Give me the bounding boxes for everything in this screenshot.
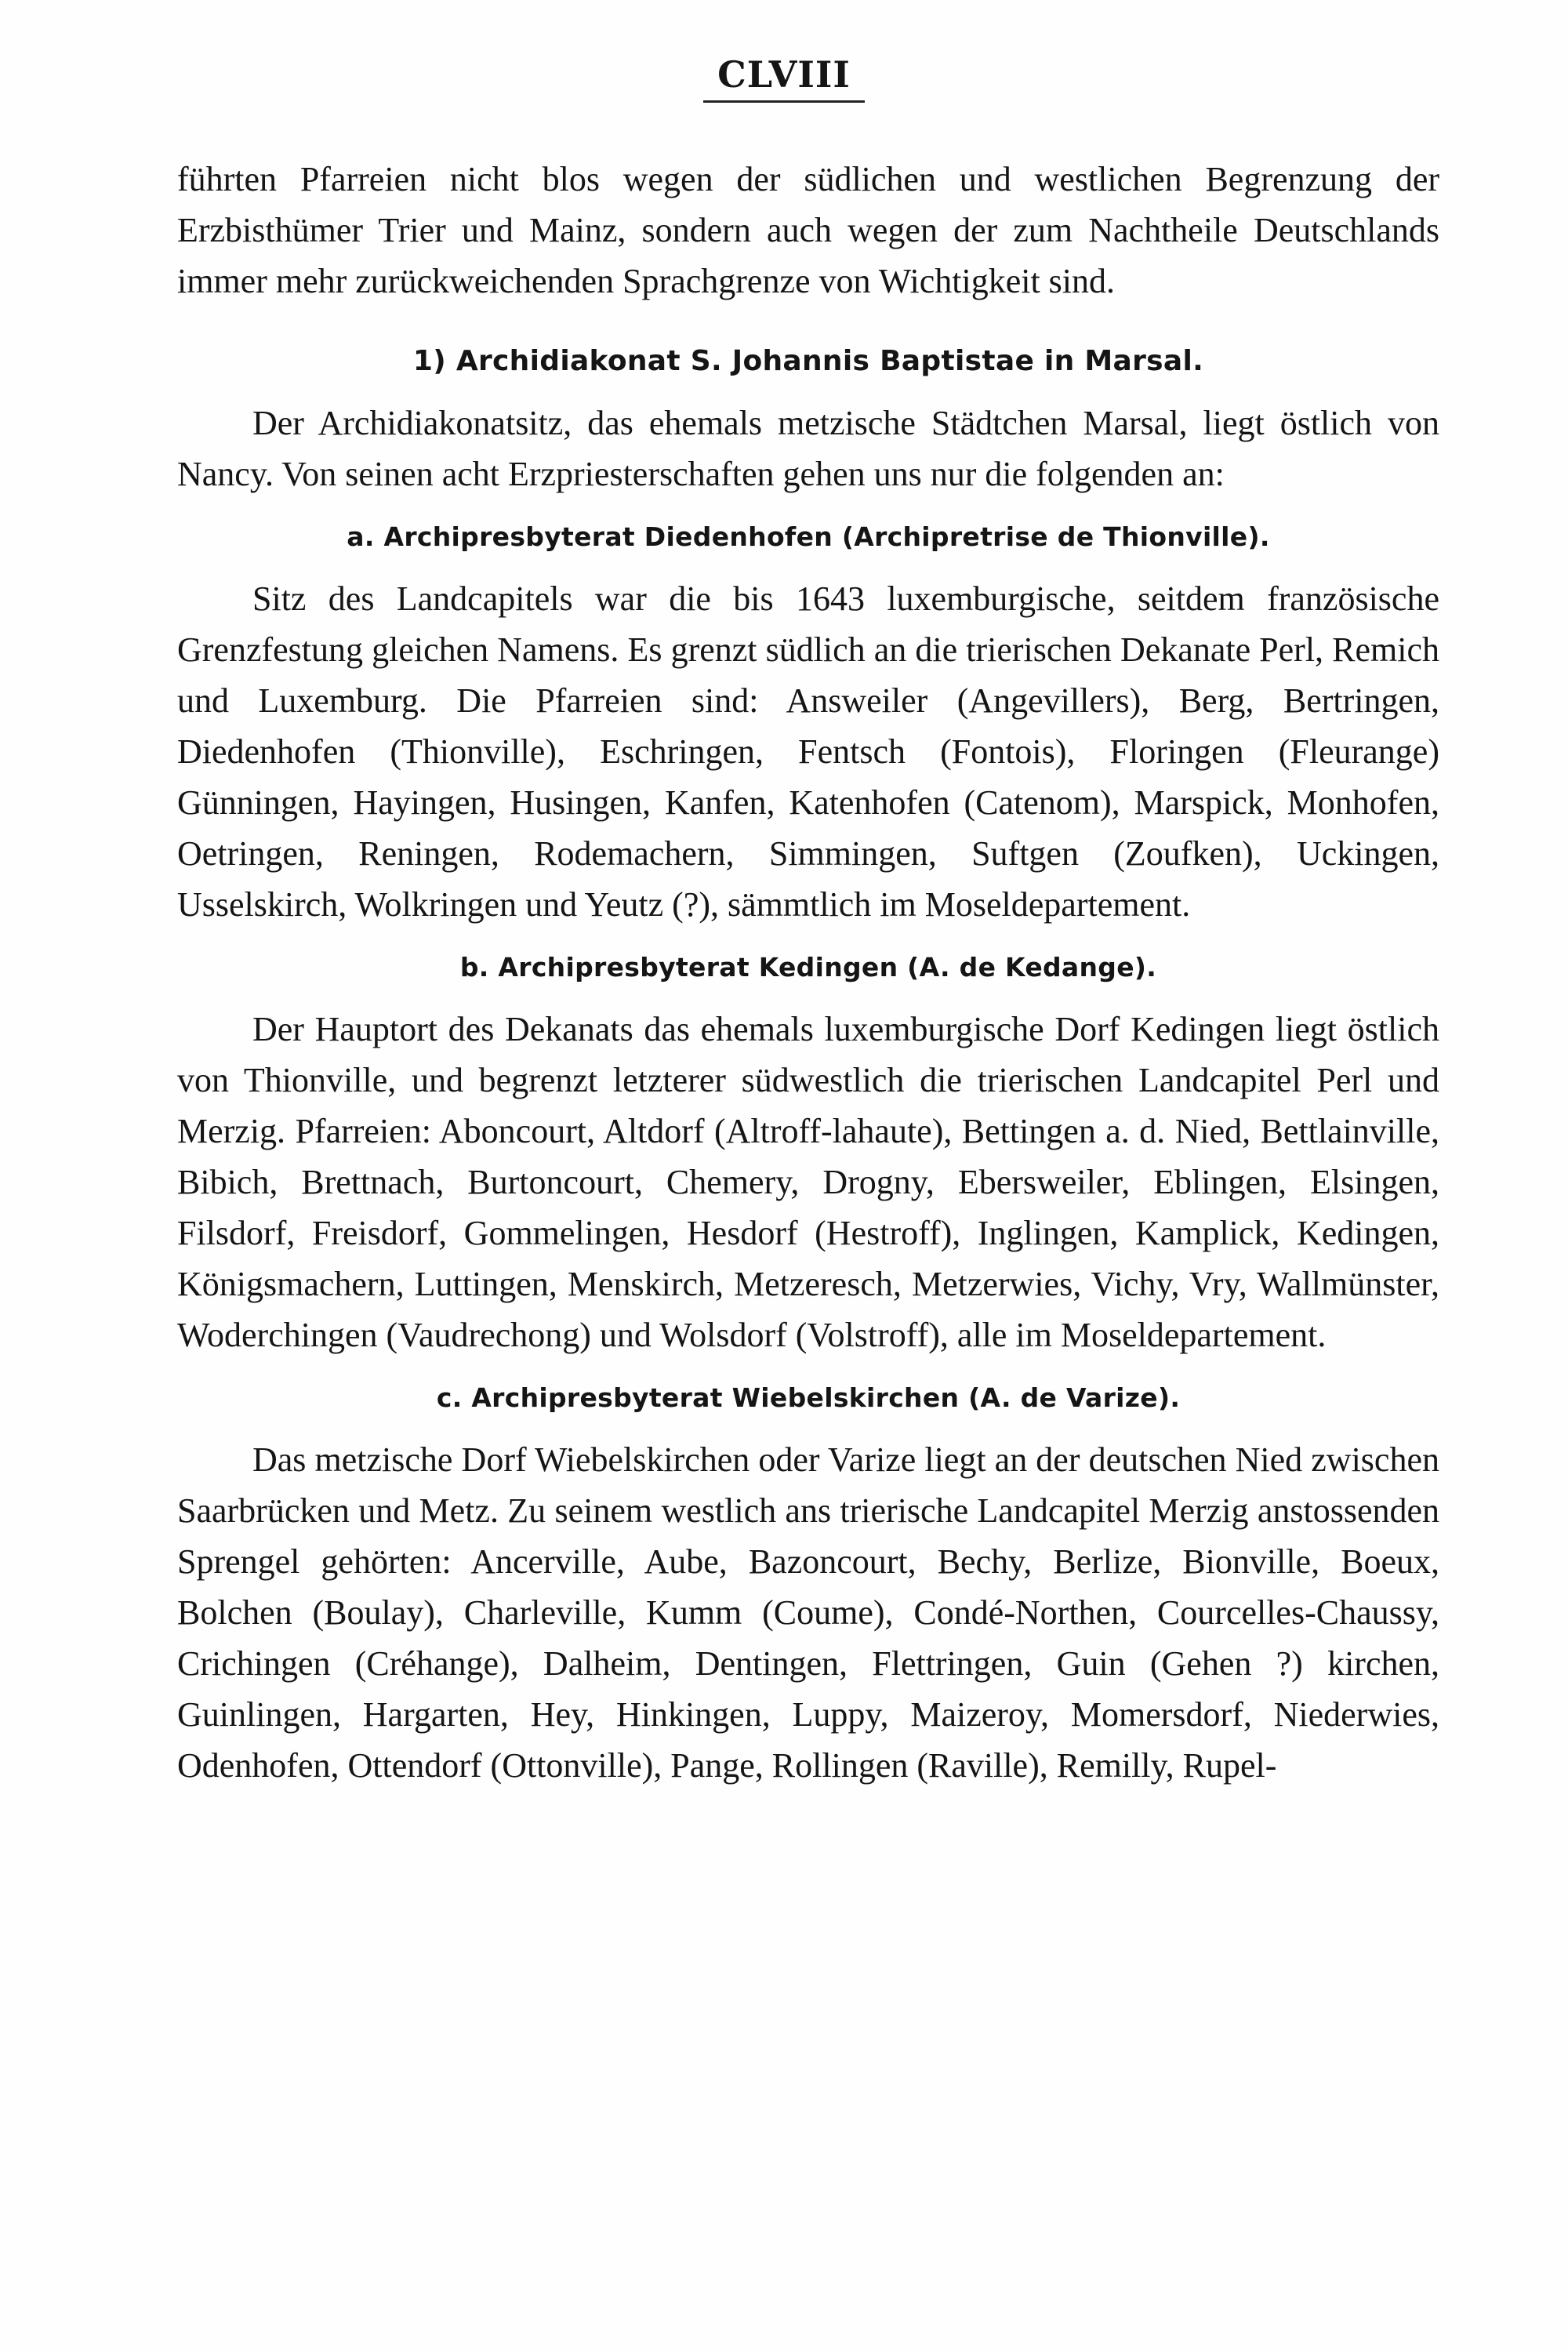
subsection-heading-diedenhofen: a. Archipresbyterat Diedenhofen (Archipretrise de Thionville). [347,521,1270,552]
subsection-paragraph-kedingen: Der Hauptort des Dekanats das ehemals luxemburgische Dorf Kedingen liegt östlich von Thionville, und begrenzt letzterer südwestlich die trierischen Landcapitel Perl und Merzig. Pfarreien: Aboncourt, Altdorf (Altroff-lahaute), Bettingen a. d. Nied, Bettlainville, Bibich, Brettnach, Burtoncourt, Chemery, Drogny, Ebersweiler, Eblingen, Elsingen, Filsdorf, Freisdorf, Gommelingen, Hesdorf (Hestroff), Inglingen, Kamplick, Kedingen, Königsmachern, Luttingen, Menskirch, Metzeresch, Metzerwies, Vichy, Vry, Wallmünster, Woderchingen (Vaudrechong) und Wolsdorf (Volstroff), alle im Moseldepartement. [177,1010,1439,1354]
subsection-paragraph-diedenhofen: Sitz des Landcapitels war die bis 1643 luxemburgische, seitdem französische Grenzfestung gleichen Namens. Es grenzt südlich an die trierischen Dekanate Perl, Remich und Luxemburg. Die Pfarreien sind: Answeiler (Angevillers), Berg, Bertringen, Diedenhofen (Thionville), Eschringen, Fentsch (Fontois), Floringen (Fleurange) Günningen, Hayingen, Husingen, Kanfen, Katenhofen (Catenom), Marspick, Monhofen, Oetringen, Reningen, Rodemachern, Simmingen, Suftgen (Zoufken), Uckingen, Usselskirch, Wolkringen und Yeutz (?), sämmtlich im Moseldepartement. [177,579,1439,924]
page-body [177,154,1439,1791]
section-paragraph-marsal: Der Archidiakonatsitz, das ehemals metzische Städtchen Marsal, liegt östlich von Nancy. Von seinen acht Erzpriesterschaften gehen uns nur die folgenden an: [177,404,1439,493]
subsection-heading-wiebelskirchen: c. Archipresbyterat Wiebelskirchen (A. de Varize). [436,1382,1181,1413]
page-number: CLVIII [703,53,865,103]
page-header [0,53,1568,103]
intro-paragraph: führten Pfarreien nicht blos wegen der südlichen und westlichen Begrenzung der Erzbisthümer Trier und Mainz, sondern auch wegen der zum Nachtheile Deutschlands immer mehr zurückweichenden Sprachgrenze von Wichtigkeit sind. [177,160,1439,300]
subsection-heading-kedingen: b. Archipresbyterat Kedingen (A. de Kedange). [459,952,1157,982]
section-heading-marsal: 1) Archidiakonat S. Johannis Baptistae in Marsal. [412,345,1204,377]
subsection-paragraph-wiebelskirchen: Das metzische Dorf Wiebelskirchen oder Varize liegt an der deutschen Nied zwischen Saarbrücken und Metz. Zu seinem westlich ans trierische Landcapitel Merzig anstossenden Sprengel gehörten: Ancerville, Aube, Bazoncourt, Bechy, Berlize, Bionville, Boeux, Bolchen (Boulay), Charleville, Kumm (Coume), Condé-Northen, Courcelles-Chaussy, Crichingen (Créhange), Dalheim, Dentingen, Flettringen, Guin (Gehen ?) kirchen, Guinlingen, Hargarten, Hey, Hinkingen, Luppy, Maizeroy, Momersdorf, Niederwies, Odenhofen, Ottendorf (Ottonville), Pange, Rollingen (Raville), Remilly, Rupel- [177,1440,1439,1785]
